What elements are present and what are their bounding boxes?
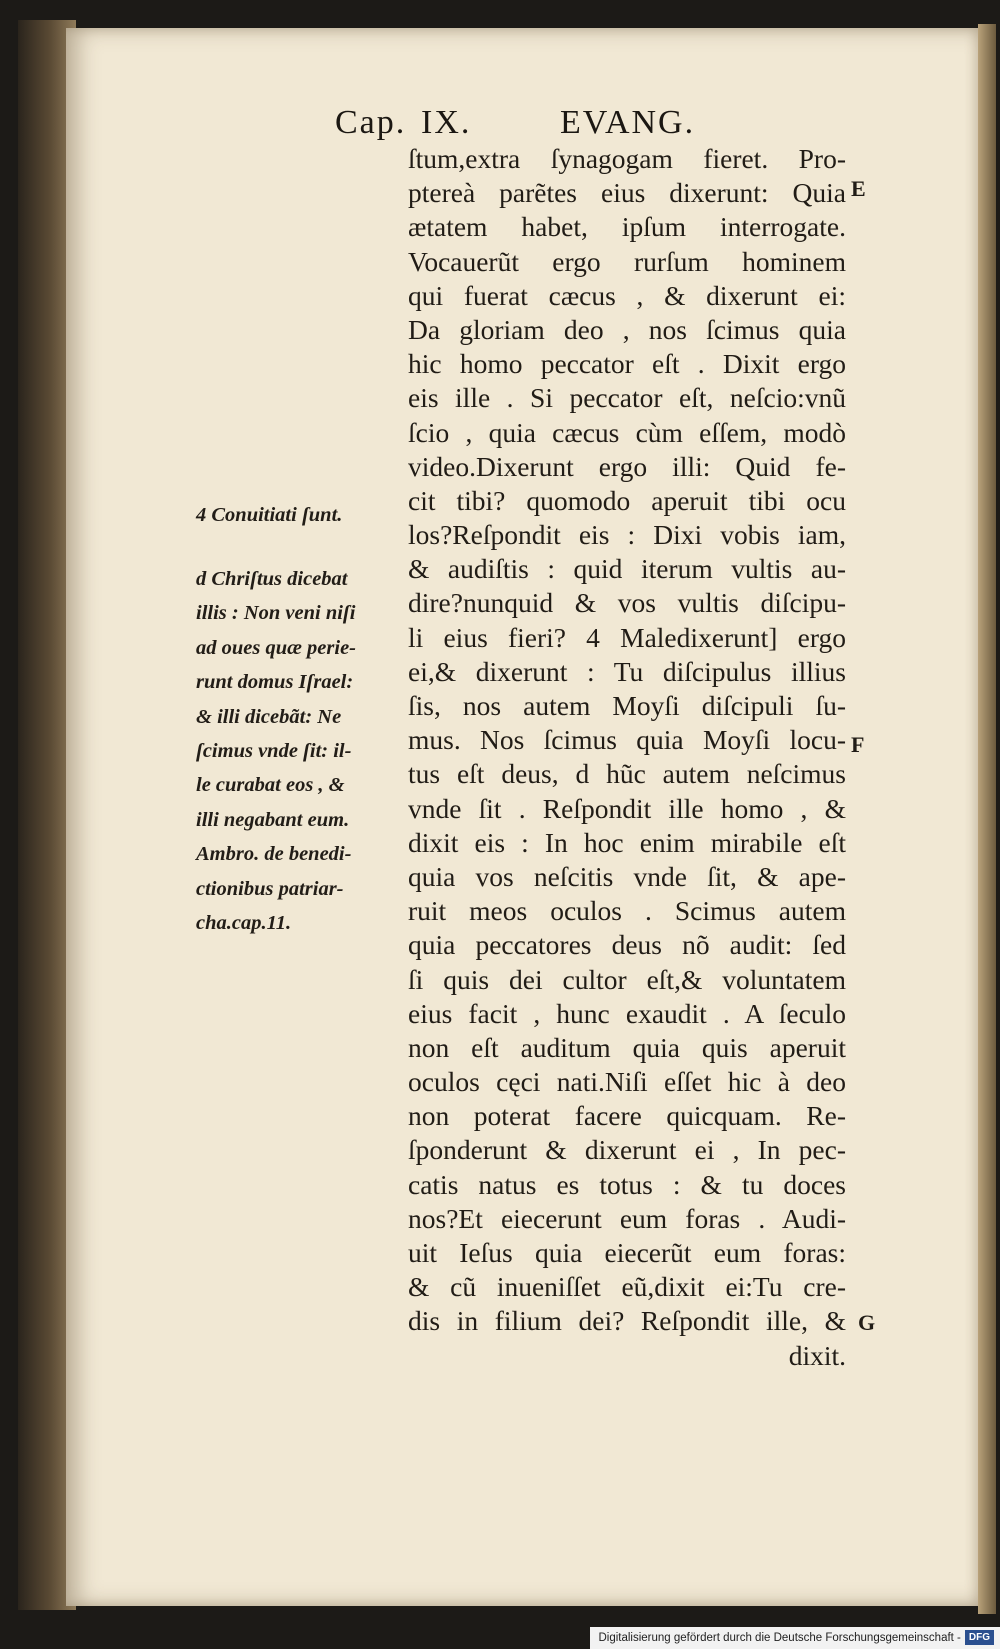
- marginal-note-christus: [196, 562, 404, 940]
- marginal-note-line: illis : Non veni niſi: [196, 602, 356, 625]
- text-line: ſi quis dei cultor eſt,& voluntatem: [408, 963, 846, 995]
- marginal-note-line: runt domus Iſrael:: [196, 671, 354, 694]
- text-line: ætatem habet, ipſum interrogate.: [408, 211, 846, 243]
- marginal-note-line: ad oues quæ perie-: [196, 636, 357, 659]
- text-line: Da gloriam deo , nos ſcimus quia: [408, 313, 846, 345]
- footer-text: Digitalisierung gefördert durch die Deutsche Forschungsgemeinschaft -: [598, 1632, 961, 1644]
- text-line: catis natus es totus : & tu doces: [408, 1168, 846, 1200]
- text-line: hic homo peccator eſt . Dixit ergo: [408, 348, 846, 380]
- text-line: non poterat facere quicquam. Re-: [408, 1100, 846, 1132]
- text-line: dire?nunquid & vos vultis diſcipu-: [408, 587, 846, 619]
- text-line: tus eſt deus, d hũc autem neſcimus: [408, 758, 846, 790]
- text-line: vnde ſit . Reſpondit ille homo , &: [408, 792, 846, 824]
- text-line: dixit.: [788, 1339, 846, 1371]
- dfg-logo: DFG: [965, 1630, 994, 1645]
- marginal-note-line: Ambro. de benedi-: [196, 843, 352, 866]
- marginal-note-line: ſcimus vnde ſit: il-: [196, 739, 352, 762]
- text-line: quia vos neſcitis vnde ſit, & ape-: [408, 860, 846, 892]
- text-line: dixit eis : In hoc enim mirabile eſt: [408, 826, 846, 858]
- header-chapter: IX.: [421, 104, 472, 141]
- main-text-column: [408, 142, 846, 1373]
- marginal-note-line: ctionibus patriar-: [196, 877, 344, 900]
- text-line: ſponderunt & dixerunt ei , In pec-: [408, 1134, 846, 1166]
- text-line: uit Ieſus quia eiecerũt eum foras:: [408, 1237, 846, 1268]
- text-line: ruit meos oculos . Scimus autem: [408, 895, 846, 927]
- text-line: nos?Et eiecerunt eum foras . Audi-: [408, 1202, 846, 1234]
- section-letter-g: G: [858, 1310, 876, 1335]
- text-line: dis in filium dei? Reſpondit ille, &: [408, 1305, 846, 1337]
- section-letter-e: E: [851, 176, 866, 201]
- text-line: ſcio , quia cæcus cùm eſſem, modò: [408, 416, 846, 448]
- marginal-note-line: cha.cap.11.: [196, 911, 292, 934]
- marginal-note-line: illi negabant eum.: [196, 808, 350, 831]
- marginal-notes: [196, 498, 404, 940]
- marginal-note-line: d Chriſtus dicebat: [196, 568, 348, 590]
- text-line: eis ille . Si peccator eſt, neſcio:vnũ: [408, 382, 846, 414]
- text-line: ei,& dixerunt : Tu diſcipulus illius: [408, 655, 846, 687]
- text-line: ſtum,extra ſynagogam fieret. Pro-: [408, 143, 846, 174]
- text-line: quia peccatores deus nõ audit: ſed: [408, 929, 846, 961]
- text-line: Vocauerũt ergo rurſum hominem: [408, 245, 846, 277]
- text-line: mus. Nos ſcimus quia Moyſi locu-: [408, 724, 846, 756]
- text-line: cit tibi? quomodo aperuit tibi ocu: [408, 484, 846, 516]
- text-line: eius facit , hunc exaudit . A ſeculo: [408, 997, 846, 1029]
- digitization-footer: [590, 1627, 1000, 1649]
- text-line: los?Reſpondit eis : Dixi vobis iam,: [408, 519, 846, 551]
- text-line: oculos cęci nati.Niſi eſſet hic à deo: [408, 1066, 846, 1098]
- text-line: non eſt auditum quia quis aperuit: [408, 1031, 846, 1063]
- marginal-note-conuitiati: 4 Conuitiati ſunt.: [196, 504, 343, 526]
- marginal-note-line: le curabat eos , &: [196, 774, 345, 797]
- text-line: li eius fieri? 4 Maledixerunt] ergo: [408, 621, 846, 653]
- header-title: EVANG.: [560, 104, 696, 141]
- text-line: & audiſtis : quid iterum vultis au-: [408, 553, 846, 585]
- text-line: ſis, nos autem Moyſi diſcipuli ſu-: [408, 690, 846, 721]
- text-line: video.Dixerunt ergo illi: Quid fe-: [408, 450, 846, 482]
- text-line: & cũ inueniſſet eũ,dixit ei:Tu cre-: [408, 1271, 846, 1303]
- header-cap: Cap.: [335, 104, 407, 141]
- marginal-note-line: & illi dicebãt: Ne: [196, 705, 342, 728]
- book-fore-edge: [978, 24, 996, 1614]
- section-letter-f: F: [851, 732, 865, 757]
- text-line: ptereà parẽtes eius dixerunt: Quia: [408, 177, 846, 209]
- text-line: qui fuerat cæcus , & dixerunt ei:: [408, 279, 846, 311]
